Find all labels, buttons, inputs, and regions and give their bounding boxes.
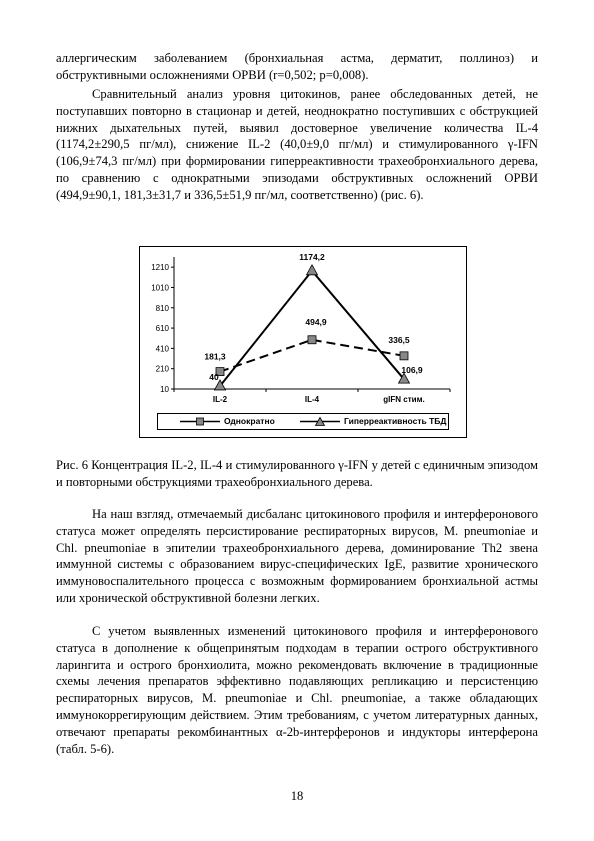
y-tick-label: 410 xyxy=(155,344,169,354)
data-point-triangle xyxy=(307,265,318,275)
data-label: 336,5 xyxy=(388,334,410,345)
y-tick-label: 610 xyxy=(155,324,169,334)
x-category-label: gIFN стим. xyxy=(383,395,425,404)
legend-label-series-1: Однократно xyxy=(224,416,275,426)
x-category-label: IL-2 xyxy=(212,395,228,404)
figure-caption: Рис. 6 Концентрация IL-2, IL-4 и стимулированного γ-IFN у детей с единичным эпизодом и повторными обструкциями трахеобронхиального дерева. xyxy=(56,458,538,489)
series-line-2 xyxy=(220,271,404,386)
data-point-square xyxy=(308,336,316,344)
paragraph-comparison: Сравнительный анализ уровня цитокинов, ранее обследованных детей, не поступавших повторно в стационар и детей, неоднократно поступивших с обструкцией нижних дыхательных путей, выявил достоверное увеличение количества IL-4 (1174,2±290,5 пг/мл), снижение IL-2 (40,0±9,0 пг/мл) и стимулированного γ-IFN (106,9±74,3 пг/мл) при формировании гиперреактивности трахеобронхиального дерева, по сравнению с однократными эпизодами обструктивных осложнений ОРВИ (494,9±90,1, 181,3±31,7 и 336,5±51,9 пг/мл, соответственно) (рис. 6). xyxy=(56,87,538,202)
y-tick-label: 810 xyxy=(155,303,169,313)
triangle-marker-icon xyxy=(300,416,340,427)
x-category-label: IL-4 xyxy=(304,395,320,404)
chart-legend xyxy=(157,413,449,430)
series-line-1 xyxy=(220,340,404,372)
legend-label-series-2: Гиперреактивность ТБД xyxy=(344,416,447,426)
y-tick-label: 1210 xyxy=(151,263,169,273)
data-label: 181,3 xyxy=(204,351,226,362)
data-label: 494,9 xyxy=(305,316,327,327)
y-tick-label: 1010 xyxy=(151,283,169,293)
page-number: 18 xyxy=(290,789,304,803)
paragraph-discussion: На наш взгляд, отмечаемый дисбаланс цитокинового профиля и интерферонового статуса может определять персистирование респираторных вирусов, M. pneumoniae и Chl. pneumoniae в эпителии трахеобронхиального дерева, доминирование Th2 звена иммунной системы с образованием вирус-специфических IgE, развитие хронического иммуновоспалительного процесса с возможным формированием бронхиальной астмы или хронической обструктивной болезни легких. xyxy=(56,507,538,605)
data-label: 1174,2 xyxy=(299,251,325,262)
data-label: 40 xyxy=(209,371,219,382)
chart-plot xyxy=(140,247,466,437)
square-marker-icon xyxy=(180,416,220,427)
y-tick-label: 210 xyxy=(155,364,169,374)
paragraph-intro: аллергическим заболеванием (бронхиальная астма, дерматит, поллиноз) и обструктивными осложнениями ОРВИ (r=0,502; p=0,008). xyxy=(56,51,538,82)
cytokine-chart xyxy=(139,246,467,438)
data-label: 106,9 xyxy=(401,365,423,376)
y-tick-label: 10 xyxy=(160,385,169,394)
paragraph-recommendations: С учетом выявленных изменений цитокинового профиля и интерферонового статуса в дополнение к общепринятым подходам в терапии острого обструктивного ларингита и острого бронхиолита, можно рекомендовать включение в традиционные схемы лечения препаратов эффективно подавляющих репликацию и персистенцию респираторных вирусов, M. pneumoniae и Chl. pneumoniae, а также обладающих иммунокоррегирующим действием. Этим требованиям, с учетом литературных данных, отвечают препараты рекомбинантных α-2b-интерферонов и индукторы интерферона (табл. 5-6). xyxy=(56,624,538,756)
data-point-square xyxy=(400,352,408,360)
